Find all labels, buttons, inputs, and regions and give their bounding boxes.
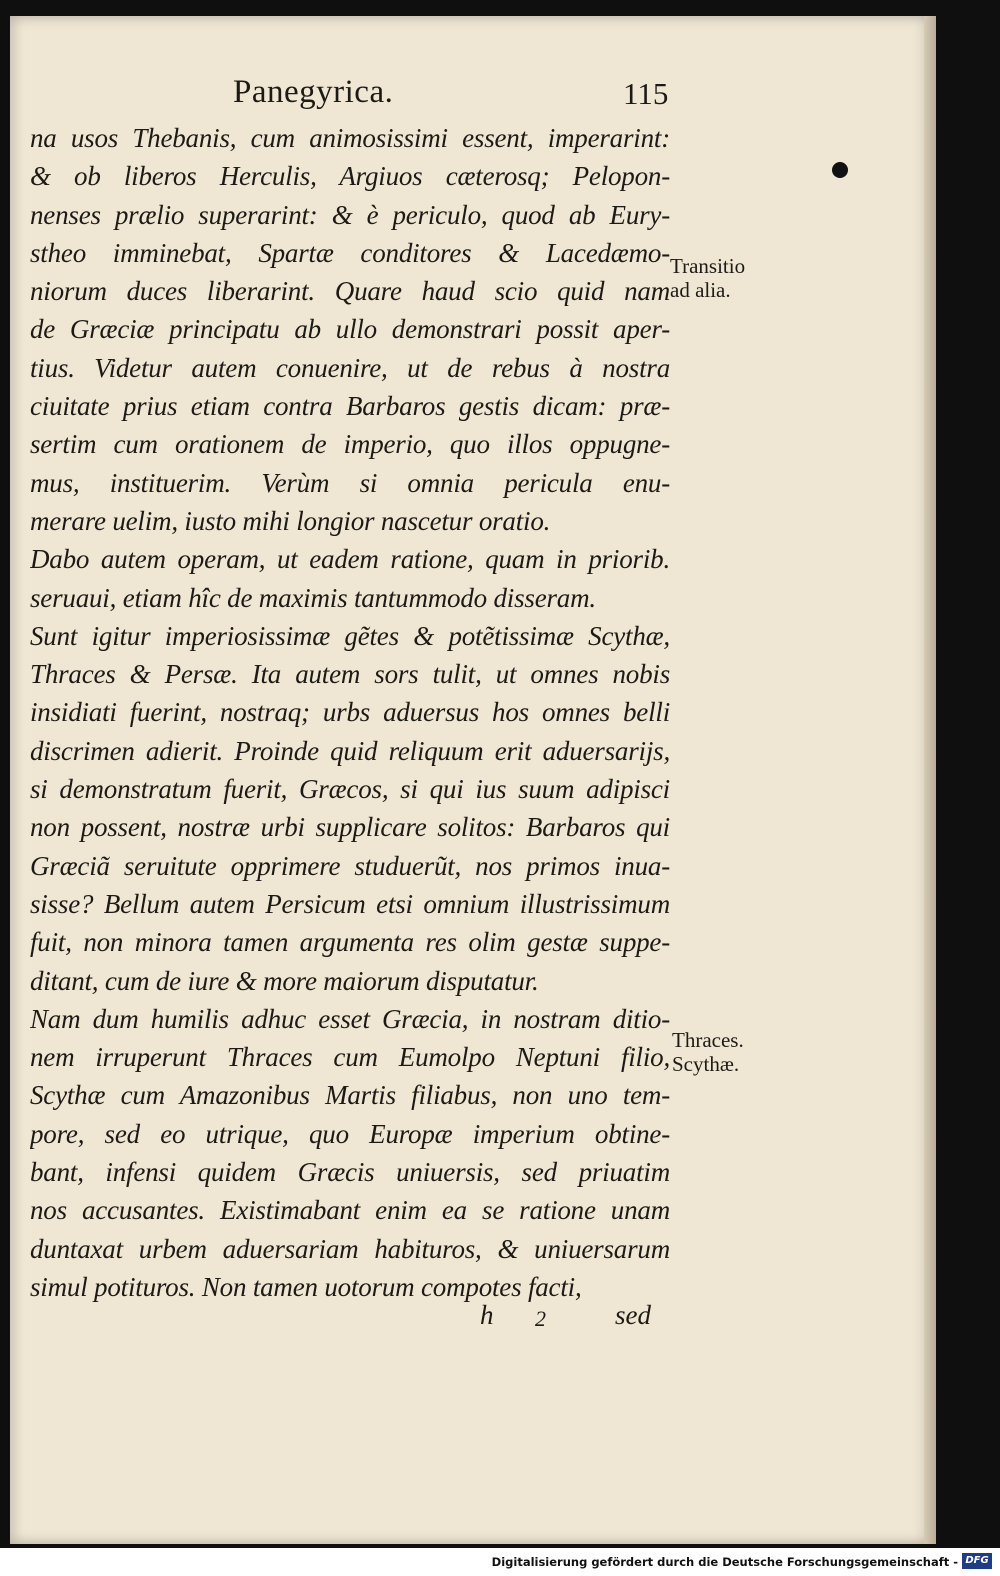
- margin-note-line: Thraces.: [672, 1028, 744, 1052]
- text-line: tius. Videtur autem conuenire, ut de rebus à nostra: [30, 352, 670, 383]
- text-line: simul potituros. Non tamen uotorum compotes facti,: [30, 1271, 582, 1302]
- text-block: [30, 119, 680, 1306]
- ink-dot: [832, 162, 848, 178]
- text-line: ditant, cum de iure & more maiorum disputatur.: [30, 965, 539, 996]
- text-line: non possent, nostræ urbi supplicare solitos: Barbaros qui: [30, 812, 670, 843]
- text-line: ciuitate prius etiam contra Barbaros gestis dicam: præ-: [30, 391, 670, 422]
- text-line: discrimen adierit. Proinde quid reliquum erit aduersarijs,: [30, 735, 670, 766]
- catchword: sed: [615, 1300, 651, 1330]
- text-line: insidiati fuerint, nostraq; urbs aduersus hos omnes belli: [30, 697, 670, 728]
- text-line: nenses prælio superarint: & è periculo, quod ab Eury-: [30, 199, 670, 230]
- text-line: & ob liberos Herculis, Argiuos cæterosq; Pelopon-: [30, 161, 670, 192]
- text-line: si demonstratum fuerit, Græcos, si qui ius suum adipisci: [30, 774, 670, 805]
- margin-note-line: Scythæ.: [672, 1052, 740, 1076]
- signature-letter: h: [480, 1300, 494, 1330]
- margin-note-line: ad alia.: [670, 278, 731, 302]
- text-line: mus, instituerim. Verùm si omnia pericula enu-: [30, 467, 670, 498]
- dfg-logo: DFG: [962, 1553, 992, 1569]
- text-line: nem irruperunt Thraces cum Eumolpo Neptuni filio,: [30, 1042, 670, 1073]
- signature-number: 2: [535, 1306, 546, 1331]
- text-line: nos accusantes. Existimabant enim ea se ratione unam: [30, 1195, 670, 1226]
- text-line: seruaui, etiam hîc de maximis tantummodo disseram.: [30, 582, 596, 613]
- text-line: bant, infensi quidem Græcis uniuersis, sed priuatim: [30, 1157, 670, 1188]
- signature-line: [30, 1300, 680, 1340]
- text-line: de Græciæ principatu ab ullo demonstrari possit aper-: [30, 314, 670, 345]
- margin-note-line: Transitio: [670, 254, 746, 278]
- footer-bar: [0, 1548, 1000, 1576]
- text-line: pore, sed eo utrique, quo Europæ imperium obtine-: [30, 1118, 670, 1149]
- text-line: stheo imminebat, Spartæ conditores & Lacedæmo-: [30, 237, 670, 268]
- book-page: [10, 16, 936, 1544]
- text-line: Sunt igitur imperiosissimæ gẽtes & potẽtissimæ Scythæ,: [30, 620, 670, 651]
- text-line: Dabo autem operam, ut eadem ratione, quam in priorib.: [30, 544, 670, 575]
- funding-credit: Digitalisierung gefördert durch die Deutsche Forschungsgemeinschaft -: [491, 1555, 958, 1569]
- running-title: Panegyrica.: [233, 74, 394, 110]
- text-line: Scythæ cum Amazonibus Martis filiabus, non uno tem-: [30, 1080, 670, 1111]
- text-line: Nam dum humilis adhuc esset Græcia, in nostram ditio-: [30, 1003, 670, 1034]
- text-line: duntaxat urbem aduersariam habituros, & uniuersarum: [30, 1233, 670, 1264]
- text-line: na usos Thebanis, cum animosissimi essent, imperarint:: [30, 123, 670, 153]
- text-line: sertim cum orationem de imperio, quo illos oppugne-: [30, 429, 670, 460]
- running-header: [10, 74, 936, 124]
- page-edge: [924, 16, 936, 1544]
- text-line: Græciã seruitute opprimere studuerũt, nos primos inua-: [30, 850, 670, 881]
- text-line: merare uelim, iusto mihi longior nascetur oratio.: [30, 505, 551, 536]
- text-line: fuit, non minora tamen argumenta res olim gestæ suppe-: [30, 927, 670, 958]
- text-line: sisse? Bellum autem Persicum etsi omnium illustrissimum: [30, 888, 670, 919]
- margin-note-transitio: [670, 254, 745, 302]
- text-line: niorum duces liberarint. Quare haud scio quid nam: [30, 276, 670, 307]
- margin-note-thraces: [672, 1028, 744, 1076]
- text-line: Thraces & Persæ. Ita autem sors tulit, ut omnes nobis: [30, 659, 670, 690]
- page-number: 115: [623, 76, 669, 111]
